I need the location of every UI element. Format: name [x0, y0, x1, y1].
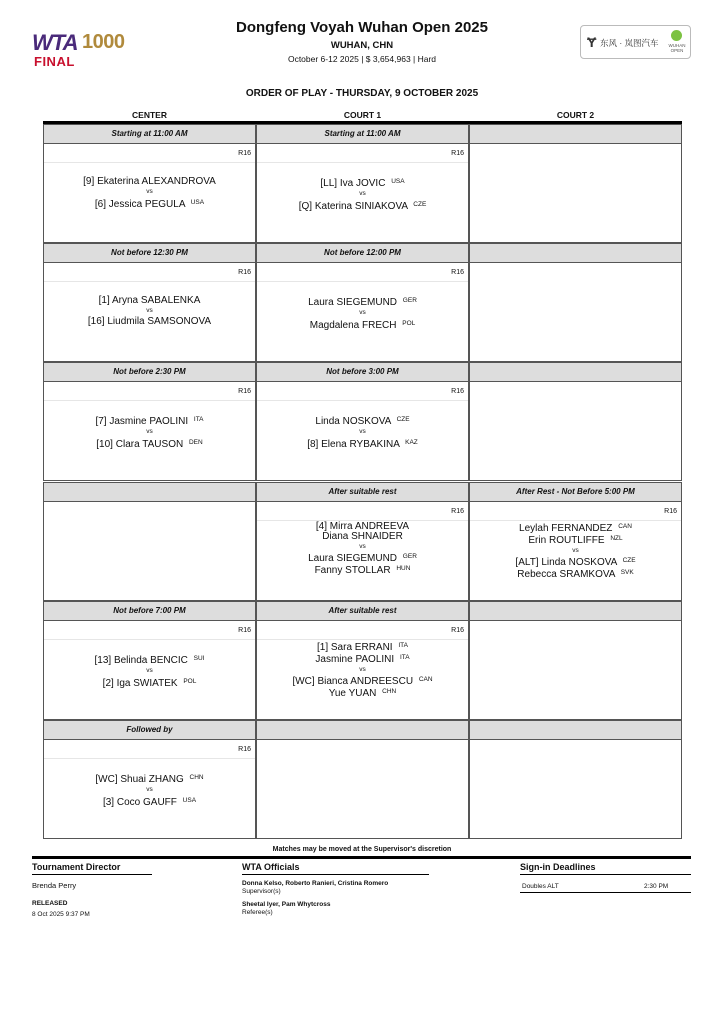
match-players [44, 177, 255, 210]
player-nationality: USA [391, 178, 405, 185]
sponsor-text: 东风 · 岚图汽车 [600, 38, 659, 48]
round-separator [470, 520, 681, 521]
player-line [257, 641, 468, 653]
player-last-name: ERRANI [354, 642, 393, 653]
player-nationality: CZE [622, 557, 636, 564]
player-first-name: Iga [116, 678, 131, 689]
player-seed: [9] [83, 176, 95, 187]
player-first-name: Coco [116, 797, 141, 808]
player-seed: [LL] [320, 178, 338, 189]
match-players [44, 773, 255, 808]
match-players [44, 654, 255, 689]
player-nationality: POL [183, 678, 197, 685]
match-players [470, 522, 681, 580]
player-last-name: RYBAKINA [349, 439, 400, 450]
versus-label: vs [359, 190, 366, 197]
player-line [257, 687, 468, 699]
referees-names: Sheetal Iyer, Pam Whytcross [242, 901, 331, 908]
player-first-name: Rebecca [517, 569, 557, 580]
court-header-center: CENTER [132, 110, 167, 120]
match-cell-center [43, 720, 256, 839]
player-line [44, 773, 255, 785]
time-slot-label: Not before 3:00 PM [257, 363, 468, 382]
time-slot-label [470, 602, 681, 621]
player-nationality: GER [402, 553, 417, 560]
player-first-name: Mirra [329, 521, 353, 532]
order-of-play-title: ORDER OF PLAY - THURSDAY, 9 OCTOBER 2025 [245, 88, 479, 99]
footer-rule [32, 856, 691, 859]
player-seed: [16] [87, 316, 105, 327]
officials-underline [242, 874, 429, 875]
round-label: R16 [451, 508, 464, 515]
match-players [257, 641, 468, 699]
player-last-name: FERNANDEZ [551, 523, 613, 534]
player-nationality: POL [402, 320, 416, 327]
player-line [470, 522, 681, 534]
player-last-name: NOSKOVA [568, 557, 617, 568]
match-cell-court-2 [469, 482, 682, 601]
player-last-name: FRECH [362, 320, 397, 331]
player-line [257, 319, 468, 331]
player-first-name: Linda [315, 416, 340, 427]
player-first-name: Linda [541, 557, 566, 568]
time-slot-label [470, 363, 681, 382]
director-name: Brenda Perry [32, 881, 77, 890]
round-label: R16 [451, 627, 464, 634]
player-nationality: USA [190, 199, 205, 206]
player-seed: [1] [98, 295, 110, 306]
round-separator [44, 639, 255, 640]
player-last-name: SIEGEMUND [336, 297, 398, 308]
versus-label: vs [146, 667, 153, 674]
player-line [257, 653, 468, 665]
player-line [44, 654, 255, 666]
match-cell-court-2 [469, 720, 682, 839]
time-slot-label: Not before 7:00 PM [44, 602, 255, 621]
player-first-name: Erin [528, 535, 547, 546]
player-nationality: SVK [620, 569, 634, 576]
tennis-ball-icon [671, 30, 682, 41]
player-first-name: Clara [115, 439, 140, 450]
match-cell-center [43, 124, 256, 243]
versus-label: vs [572, 547, 579, 554]
round-separator [44, 281, 255, 282]
player-line [44, 438, 255, 450]
wta-1000-logo [32, 30, 132, 72]
player-line [44, 415, 255, 427]
round-label: R16 [451, 269, 464, 276]
round-separator [257, 639, 468, 640]
player-nationality: ITA [399, 654, 410, 661]
player-nationality: SUI [193, 655, 205, 662]
round-label: R16 [451, 150, 464, 157]
player-first-name: Fanny [314, 565, 343, 576]
player-seed: [8] [307, 439, 319, 450]
player-nationality: CZE [396, 416, 410, 423]
match-cell-center [43, 243, 256, 362]
player-last-name: ANDREEVA [354, 521, 410, 532]
round-separator [257, 281, 468, 282]
player-first-name: Elena [321, 439, 347, 450]
player-line [257, 564, 468, 576]
player-first-name: Laura [308, 297, 334, 308]
player-nationality: GER [402, 297, 417, 304]
player-seed: [3] [102, 797, 115, 808]
player-first-name: Leylah [519, 523, 549, 534]
time-slot-label [44, 483, 255, 502]
match-cell-court-1 [256, 243, 469, 362]
player-line [257, 200, 468, 212]
match-cell-center [43, 482, 256, 601]
versus-label: vs [146, 428, 153, 435]
match-cell-center [43, 362, 256, 481]
player-nationality: DEN [188, 439, 203, 446]
player-last-name: YUAN [348, 688, 377, 699]
player-last-name: ALEXANDROVA [141, 176, 216, 187]
player-nationality: KAZ [405, 439, 418, 446]
round-separator [44, 400, 255, 401]
player-line [44, 796, 255, 808]
player-seed: [4] [315, 521, 328, 532]
player-last-name: PAOLINI [149, 416, 189, 427]
player-first-name: Bianca [317, 676, 349, 687]
player-first-name: Jessica [108, 199, 143, 210]
time-slot-label: Starting at 11:00 AM [44, 125, 255, 144]
match-cell-court-1 [256, 482, 469, 601]
player-nationality: CHN [382, 688, 397, 695]
match-cell-court-1 [256, 124, 469, 243]
player-line [257, 177, 468, 189]
player-nationality: USA [182, 797, 197, 804]
round-label: R16 [238, 269, 251, 276]
time-slot-label: Starting at 11:00 AM [257, 125, 468, 144]
released-time: 8 Oct 2025 9:37 PM [32, 911, 90, 918]
player-nationality: HUN [396, 565, 411, 572]
logo-final-text: FINAL [34, 54, 75, 69]
signin-rule [520, 892, 691, 893]
sponsor-logo [580, 25, 691, 59]
player-line [470, 556, 681, 568]
player-last-name: PAOLINI [355, 654, 395, 665]
player-seed: [2] [102, 678, 114, 689]
player-first-name: Liudmila [107, 316, 145, 327]
signin-time: 2:30 PM [644, 883, 669, 890]
tournament-info: October 6-12 2025 | $ 3,654,963 | Hard [287, 54, 437, 64]
player-nationality: ITA [398, 642, 409, 649]
player-last-name: PEGULA [144, 199, 185, 210]
director-underline [32, 874, 152, 875]
versus-label: vs [146, 307, 153, 314]
match-cell-court-2 [469, 362, 682, 481]
time-slot-label: Not before 2:30 PM [44, 363, 255, 382]
referees-role: Referee(s) [242, 909, 273, 916]
sponsor-mark-icon: Ɏ [587, 34, 597, 50]
player-nationality: ITA [193, 416, 204, 423]
player-last-name: GAUFF [143, 797, 177, 808]
round-label: R16 [238, 627, 251, 634]
logo-wta-text: WTA [32, 30, 78, 55]
match-players [44, 415, 255, 450]
time-slot-label: After suitable rest [257, 602, 468, 621]
match-cell-court-2 [469, 243, 682, 362]
player-line [257, 532, 468, 542]
player-seed: [10] [96, 439, 113, 450]
match-cell-court-1 [256, 720, 469, 839]
player-line [44, 677, 255, 689]
player-line [44, 296, 255, 306]
player-first-name: Aryna [111, 295, 139, 306]
released-label: RELEASED [32, 900, 68, 907]
round-label: R16 [238, 150, 251, 157]
director-heading: Tournament Director [32, 862, 121, 872]
player-seed: [6] [94, 199, 106, 210]
round-separator [44, 162, 255, 163]
player-first-name: Katerina [314, 201, 353, 212]
time-slot-label: Not before 12:30 PM [44, 244, 255, 263]
player-line [257, 415, 468, 427]
player-nationality: CZE [413, 201, 427, 208]
time-slot-label: After Rest - Not Before 5:00 PM [470, 483, 681, 502]
player-last-name: BENCIC [150, 655, 188, 666]
time-slot-label [470, 721, 681, 740]
player-line [257, 552, 468, 564]
player-first-name: Iva [339, 178, 354, 189]
player-seed: [ALT] [515, 557, 539, 568]
player-seed: [WC] [292, 676, 315, 687]
supervisors-role: Supervisor(s) [242, 888, 281, 895]
player-last-name: SINIAKOVA [354, 201, 408, 212]
player-first-name: Laura [308, 553, 334, 564]
player-first-name: Jasmine [315, 654, 353, 665]
player-nationality: NZL [610, 535, 623, 542]
player-first-name: Belinda [113, 655, 148, 666]
tournament-title: Dongfeng Voyah Wuhan Open 2025 [236, 19, 488, 36]
player-seed: [WC] [95, 774, 118, 785]
player-nationality: CAN [618, 523, 632, 530]
time-slot-label [470, 244, 681, 263]
signin-underline [520, 874, 691, 875]
player-last-name: ROUTLIFFE [548, 535, 605, 546]
time-slot-label [470, 125, 681, 144]
round-label: R16 [664, 508, 677, 515]
player-first-name: Ekaterina [97, 176, 140, 187]
round-label: R16 [451, 388, 464, 395]
player-first-name: Sara [330, 642, 353, 653]
match-cell-court-2 [469, 124, 682, 243]
versus-label: vs [359, 666, 366, 673]
player-first-name: Jasmine [109, 416, 147, 427]
player-line [257, 675, 468, 687]
signin-event: Doubles ALT [522, 883, 559, 890]
player-seed: [13] [94, 655, 112, 666]
round-separator [257, 162, 468, 163]
supervisor-note: Matches may be moved at the Supervisor's discretion [272, 846, 452, 853]
tournament-city: WUHAN, CHN [330, 40, 394, 51]
player-first-name: Diana [322, 531, 349, 542]
round-separator [44, 758, 255, 759]
player-last-name: SIEGEMUND [336, 553, 398, 564]
time-slot-label [257, 721, 468, 740]
player-line [470, 534, 681, 546]
time-slot-label: After suitable rest [257, 483, 468, 502]
player-nationality: CHN [189, 774, 204, 781]
wuhan-open-text: WUHAN OPEN [668, 43, 686, 53]
player-seed: [1] [316, 642, 329, 653]
versus-label: vs [146, 188, 153, 195]
logo-tier-text: 1000 [82, 31, 125, 53]
match-players [257, 177, 468, 212]
player-last-name: TAUSON [142, 439, 184, 450]
round-label: R16 [238, 746, 251, 753]
signin-heading: Sign-in Deadlines [520, 862, 596, 872]
match-cell-court-2 [469, 601, 682, 720]
match-players [257, 522, 468, 576]
player-first-name: Yue [328, 688, 346, 699]
round-label: R16 [238, 388, 251, 395]
versus-label: vs [359, 309, 366, 316]
player-seed: [7] [95, 416, 107, 427]
time-slot-label: Followed by [44, 721, 255, 740]
court-header-court-1: COURT 1 [343, 110, 382, 120]
player-line [44, 177, 255, 187]
player-first-name: Magdalena [309, 320, 360, 331]
player-last-name: SHNAIDER [351, 531, 403, 542]
match-cell-court-1 [256, 362, 469, 481]
player-line [44, 198, 255, 210]
player-line [257, 296, 468, 308]
match-cell-court-1 [256, 601, 469, 720]
player-last-name: ANDREESCU [350, 676, 414, 687]
player-last-name: SRAMKOVA [559, 569, 615, 580]
player-line [44, 317, 255, 327]
player-last-name: JOVIC [355, 178, 386, 189]
officials-heading: WTA Officials [242, 862, 300, 872]
player-last-name: SAMSONOVA [147, 316, 212, 327]
player-last-name: STOLLAR [345, 565, 391, 576]
player-last-name: SABALENKA [140, 295, 201, 306]
match-players [257, 296, 468, 331]
player-line [257, 438, 468, 450]
match-cell-center [43, 601, 256, 720]
player-seed: [Q] [298, 201, 313, 212]
player-first-name: Shuai [120, 774, 146, 785]
round-separator [257, 400, 468, 401]
versus-label: vs [359, 543, 366, 550]
match-players [44, 296, 255, 327]
player-line [470, 568, 681, 580]
match-players [257, 415, 468, 450]
player-last-name: ZHANG [148, 774, 184, 785]
court-header-court-2: COURT 2 [556, 110, 595, 120]
player-nationality: CAN [418, 676, 433, 683]
versus-label: vs [146, 786, 153, 793]
time-slot-label: Not before 12:00 PM [257, 244, 468, 263]
versus-label: vs [359, 428, 366, 435]
player-last-name: SWIATEK [133, 678, 178, 689]
player-last-name: NOSKOVA [342, 416, 391, 427]
supervisors-names: Donna Kelso, Roberto Ranieri, Cristina Romero [242, 880, 389, 887]
